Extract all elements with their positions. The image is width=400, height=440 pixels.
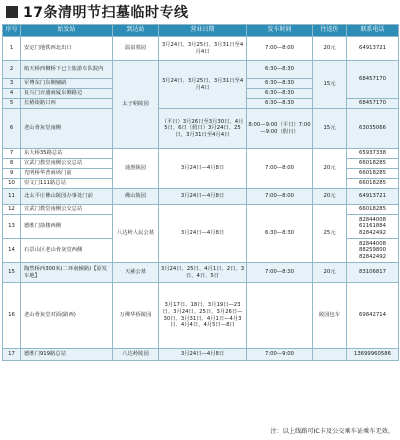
cell-time: 8:00—9:00（平日）7:00—9:00（假日） <box>247 109 313 149</box>
table-row <box>3 109 399 149</box>
cell-no: 8 <box>3 159 21 169</box>
cell-start: 长椿街路口西 <box>21 99 113 109</box>
table-row <box>3 283 399 349</box>
cell-phone: 66018285 <box>347 159 399 169</box>
table-row <box>3 205 399 215</box>
cell-phone: 66018285 <box>347 179 399 189</box>
cell-dates: 3月17日、18日、3月19日—23日、3月24日、25日、3月26日—30日、3月31日、4月1日—4月3日、4月4日、4月5日—8日 <box>159 283 247 349</box>
cell-phone: 65937338 <box>347 149 399 159</box>
cell-no: 4 <box>3 89 21 99</box>
cell-no: 5 <box>3 99 21 109</box>
cell-phone: 68457170 <box>347 99 399 109</box>
cell-time: 6:30—8:30 <box>247 99 313 109</box>
cell-start: 航天桥西侧桥下已士旅游车队院内 <box>21 61 113 79</box>
cell-start: 宣武门教堂南侧公交总站 <box>21 159 113 169</box>
cell-phone: 64913721 <box>347 37 399 61</box>
cell-no: 15 <box>3 263 21 283</box>
cell-start: 北太平庄佛山陵园办事处门前 <box>21 189 113 205</box>
cell-start: 石景山区老山骨灰堂西侧 <box>21 239 113 263</box>
cell-end: 八达岭陵园 <box>113 349 159 361</box>
cell-time: 7:00—8:00 <box>247 189 313 205</box>
cell-start: 德胜门箭楼西侧 <box>21 215 113 239</box>
schedule-table <box>2 24 399 361</box>
footnote: 注：以上线路可IC卡及公交乘车证乘车无效。 <box>270 428 394 435</box>
header-start: 始发站 <box>21 25 113 37</box>
cell-phone: 69842714 <box>347 283 399 349</box>
cell-no: 17 <box>3 349 21 361</box>
cell-price: 15元 <box>313 61 347 109</box>
cell-start: 老山骨灰堂对面(路西) <box>21 283 113 349</box>
cell-price: 20元 <box>313 37 347 61</box>
cell-no: 11 <box>3 189 21 205</box>
cell-dates: 3月24日、3月25日、3月31日至4月4日 <box>159 37 247 61</box>
cell-no: 2 <box>3 61 21 79</box>
cell-phone: 64913721 <box>347 189 399 205</box>
title-square-icon <box>6 6 18 18</box>
cell-no: 13 <box>3 215 21 239</box>
table-row <box>3 61 399 79</box>
table-row <box>3 37 399 61</box>
cell-dates: 3月24日—4月8日 <box>159 189 247 205</box>
cell-dates: （平日）3月26日至3月30日、4月5日、6日（假日）3月24日、25日，3月31日至4月4日 <box>159 109 247 149</box>
cell-start: 复兴门百盛商厦东侧路边 <box>21 89 113 99</box>
cell-dates: 3月24日—4月8日 <box>159 205 247 263</box>
cell-start: 老山骨灰堂南侧 <box>21 109 113 149</box>
header-phone: 联系电话 <box>347 25 399 37</box>
cell-price: 25元 <box>313 205 347 263</box>
cell-time: 6:30—8:30 <box>247 79 313 89</box>
cell-phone: 13699960586 <box>347 349 399 361</box>
cell-no: 1 <box>3 37 21 61</box>
table-row <box>3 149 399 159</box>
table-row <box>3 263 399 283</box>
cell-phone: 82844008 61161884 82842492 <box>347 215 399 239</box>
cell-dates: 3月24日—4月8日 <box>159 349 247 361</box>
cell-phone: 66018285 <box>347 169 399 179</box>
cell-time <box>247 283 313 349</box>
cell-dates: 3月24日—4月8日 <box>159 149 247 189</box>
table-row <box>3 189 399 205</box>
cell-phone: 82844008 88259800 82842492 <box>347 239 399 263</box>
cell-price: 15元 <box>313 109 347 149</box>
cell-phone: 66018285 <box>347 205 399 215</box>
cell-no: 14 <box>3 239 21 263</box>
cell-dates: 3月24日、25日、4月1日、2日、3日、4日、5日 <box>159 263 247 283</box>
cell-price: 陵园包车 <box>313 283 347 349</box>
cell-end: 万佛华侨陵园 <box>113 283 159 349</box>
page-title: 17条清明节扫墓临时专线 <box>23 5 189 21</box>
cell-no: 9 <box>3 169 21 179</box>
cell-no: 16 <box>3 283 21 349</box>
cell-no: 6 <box>3 109 21 149</box>
cell-time: 6:30—8:30 <box>247 205 313 263</box>
cell-start: 军博东门东侧辅路 <box>21 79 113 89</box>
cell-no: 7 <box>3 149 21 159</box>
header-no: 序号 <box>3 25 21 37</box>
cell-start: 崇文门111路总站 <box>21 179 113 189</box>
cell-start: 光明桥华普商场门前 <box>21 169 113 179</box>
cell-time: 6:30—8:30 <box>247 61 313 79</box>
cell-time: 7:00—8:00 <box>247 149 313 189</box>
cell-price <box>313 349 347 361</box>
cell-price: 20元 <box>313 149 347 189</box>
cell-no: 12 <box>3 205 21 215</box>
cell-start: 德胜门919路总站 <box>21 349 113 361</box>
cell-start: 东大桥35路总站 <box>21 149 113 159</box>
cell-end: 太子峪陵园 <box>113 61 159 149</box>
cell-price: 20元 <box>313 189 347 205</box>
cell-end: 佛山陵园 <box>113 189 159 205</box>
header-price: 往返价 <box>313 25 347 37</box>
title-bar <box>0 0 400 24</box>
cell-no: 10 <box>3 179 21 189</box>
table-header-row <box>3 25 399 37</box>
cell-dates: 3月24日、3月25日、3月31日至4月4日 <box>159 61 247 109</box>
cell-phone: 68457170 <box>347 61 399 99</box>
schedule-table-wrap <box>2 24 398 361</box>
cell-start: 安定门地铁西北出口 <box>21 37 113 61</box>
cell-time: 6:30—8:30 <box>247 89 313 99</box>
cell-phone: 83106817 <box>347 263 399 283</box>
cell-start: 宣武门教堂南侧公交总站 <box>21 205 113 215</box>
cell-no: 3 <box>3 79 21 89</box>
table-row <box>3 349 399 361</box>
cell-end: 天慈公墓 <box>113 263 159 283</box>
cell-time: 7:00—8:30 <box>247 263 313 283</box>
header-time: 发车时间 <box>247 25 313 37</box>
header-dates: 营业日期 <box>159 25 247 37</box>
cell-end: 温泉墓园 <box>113 37 159 61</box>
header-end: 到达站 <box>113 25 159 37</box>
cell-time: 7:00—8:00 <box>247 37 313 61</box>
cell-start: 陶然桥西300米(二环南辅路)【原发车地】 <box>21 263 113 283</box>
cell-phone: 63035066 <box>347 109 399 149</box>
cell-price: 20元 <box>313 263 347 283</box>
cell-time: 7:00—9:00 <box>247 349 313 361</box>
cell-end: 八达岭人民公墓 <box>113 205 159 263</box>
cell-end: 通惠陵园 <box>113 149 159 189</box>
